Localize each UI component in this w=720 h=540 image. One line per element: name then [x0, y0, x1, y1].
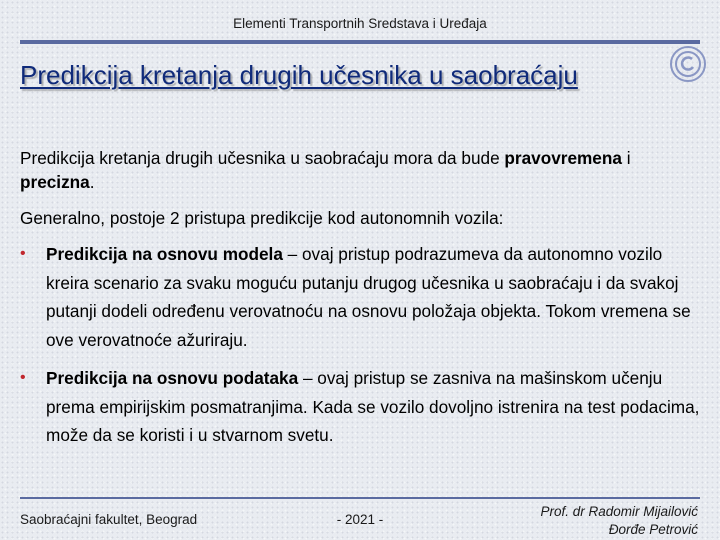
- slide-header: Elementi Transportnih Sredstava i Uređaja: [233, 16, 487, 31]
- slide-title: Predikcija kretanja drugih učesnika u saobraćaju: [20, 60, 578, 90]
- approaches-paragraph: Generalno, postoje 2 pristupa predikcije kod autonomnih vozila:: [20, 208, 504, 228]
- list-item: [20, 240, 705, 354]
- approaches-list: [20, 240, 705, 450]
- bullet-term: Predikcija na osnovu podataka: [46, 368, 299, 388]
- footer-year: - 2021 -: [336, 512, 384, 527]
- intro-bold-1: pravovremena: [504, 148, 622, 168]
- bullet-icon: •: [20, 369, 26, 386]
- intro-text-mid: i: [621, 148, 631, 168]
- slide-content: [20, 146, 705, 460]
- intro-text: Predikcija kretanja drugih učesnika u saobraćaju mora da bude: [20, 148, 505, 168]
- footer-rule: [20, 497, 700, 499]
- list-item: [20, 364, 705, 450]
- spiral-logo-icon: [668, 44, 708, 84]
- footer-author-2: Đorđe Petrović: [608, 522, 698, 537]
- footer-author-1: Prof. dr Radomir Mijailović: [540, 504, 698, 519]
- intro-paragraph: [20, 146, 705, 194]
- bullet-icon: •: [20, 245, 26, 262]
- bullet-text: – ovaj pristup podrazumeva da autonomno vozilo kreira scenario za svaku moguću putanju drugog učesnika u saobraćaju i da svakoj putanji dodeli određenu verovatnoću na osnovu položaja objekta. Tokom vremena se ove verovatnoće ažuriraju.: [46, 244, 691, 350]
- intro-text-end: .: [89, 172, 95, 192]
- bullet-text: – ovaj pristup se zasniva na mašinskom učenju prema empirijskim posmatranjima. Kada se vozilo dovoljno istrenira na test podacima, može da se koristi i u stvarnom svetu.: [46, 368, 700, 445]
- bullet-term: Predikcija na osnovu modela: [46, 244, 283, 264]
- intro-bold-2: precizna: [20, 172, 90, 192]
- footer-authors: [540, 503, 698, 539]
- footer-institution: Saobraćajni fakultet, Beograd: [20, 512, 198, 527]
- header-rule: [20, 40, 700, 44]
